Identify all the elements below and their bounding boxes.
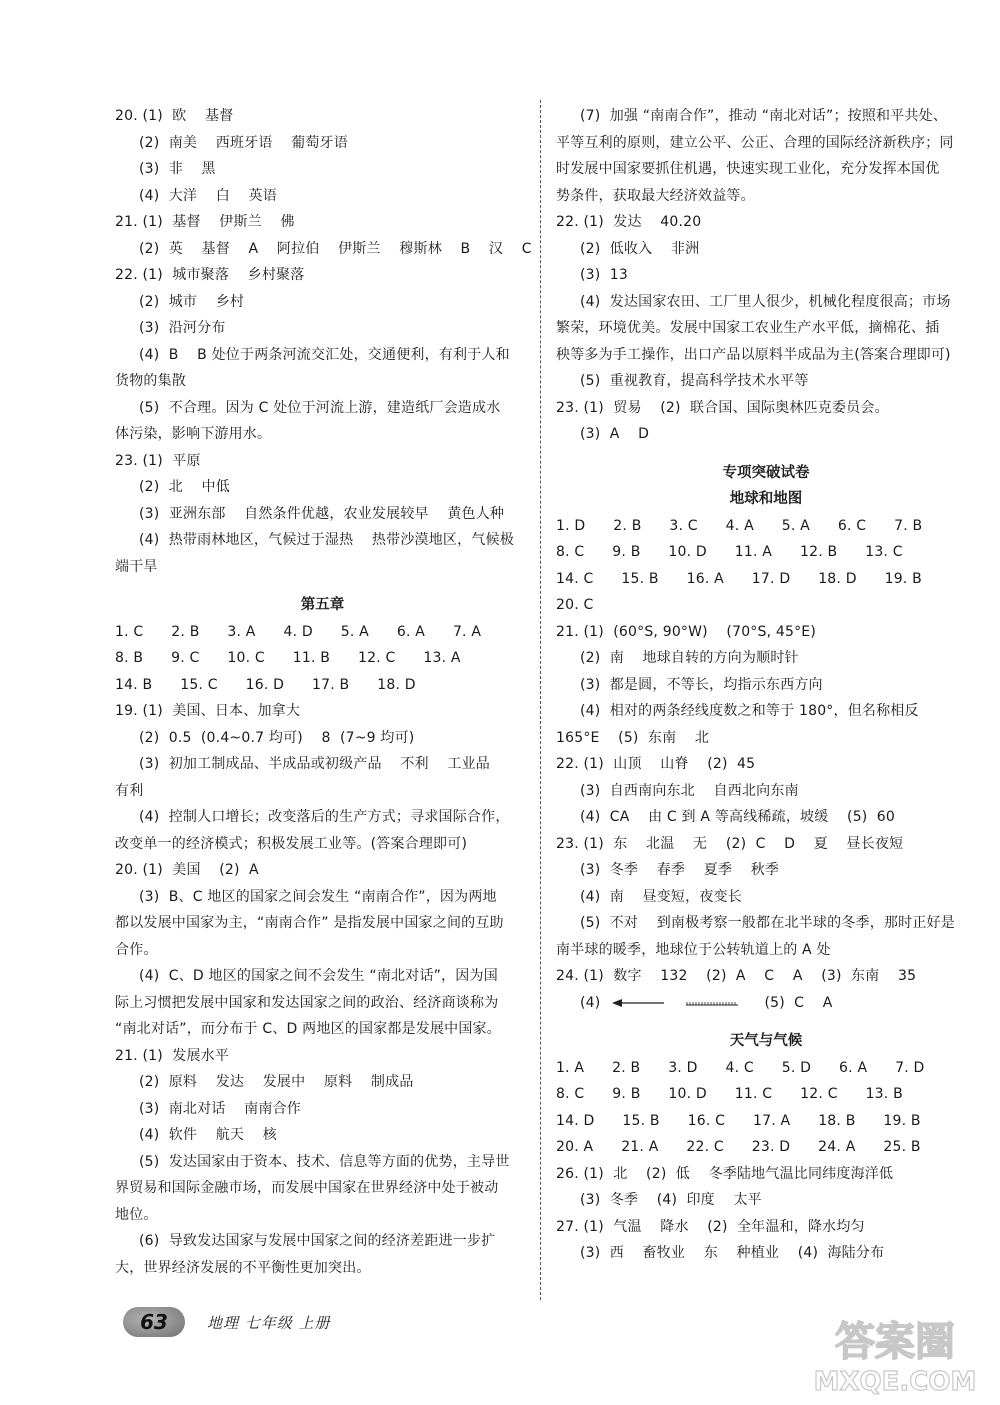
answer-line: 秧等多为手工操作，出口产品以原料半成品为主(答案合理即可) xyxy=(556,346,951,363)
answer-line: 繁荣，环境优美。发展中国家工农业生产水平低，摘棉花、插 xyxy=(556,320,940,336)
answer-line: 24. (1) 数字 132 (2) A C A (3) 东南 35 xyxy=(556,968,917,984)
answer-line: (2) 原料 发达 发展中 原料 制成品 xyxy=(139,1074,414,1090)
answer-line: (4) 控制人口增长；改变落后的生产方式；寻求国际合作， xyxy=(139,809,510,825)
answer-line: (2) 低收入 非洲 xyxy=(580,240,700,257)
answer-line: (4) C、D 地区的国家之间不会发生 “南北对话”，因为国 xyxy=(139,968,498,984)
answer-line: (5) 发达国家由于资本、技术、信息等方面的优势，主导世 xyxy=(139,1153,510,1170)
answer-line: 8. C 9. B 10. D 11. C 12. C 13. B xyxy=(556,1086,903,1102)
answer-line: 大，世界经济发展的不平衡性更加突出。 xyxy=(115,1259,371,1276)
answer-line: (3) A D xyxy=(580,426,650,442)
left-column xyxy=(115,103,530,1281)
answer-line: (2) 0.5 (0.4~0.7 均可) 8 (7~9 均可) xyxy=(139,729,415,746)
section-gap xyxy=(115,580,530,592)
answer-line: (4) CA 由 C 到 A 等高线稀疏，坡缓 (5) 60 xyxy=(580,809,895,825)
section-heading: 第五章 xyxy=(300,597,345,613)
answer-line: 165°E (5) 东南 北 xyxy=(556,729,710,746)
answer-line: 20. C xyxy=(556,597,594,613)
answer-line: 平等互利的原则，建立公平、公正、合理的国际经济新秩序；同 xyxy=(556,134,954,151)
answer-line: (3) 南北对话 南南合作 xyxy=(139,1100,301,1117)
answer-prefix: (4) xyxy=(580,994,601,1011)
answer-line: (4) 软件 航天 核 xyxy=(139,1127,277,1143)
answer-line: 23. (1) 平原 xyxy=(115,452,201,469)
answer-line: (3) 沿河分布 xyxy=(139,320,226,336)
answer-line: 19. (1) 美国、日本、加拿大 xyxy=(115,703,301,719)
answer-line: 势条件，获取最大经济效益等。 xyxy=(556,187,755,204)
answer-line: 23. (1) 贸易 (2) 联合国、国际奥林匹克委员会。 xyxy=(556,399,889,416)
answer-line: 22. (1) 城市聚落 乡村聚落 xyxy=(115,267,305,283)
answer-line: 地位。 xyxy=(115,1206,158,1223)
answer-line: 改变单一的经济模式；积极发展工业等。(答案合理即可) xyxy=(115,835,468,852)
answer-line: (4) 相对的两条经线度数之和等于 180°，但名称相反 xyxy=(580,703,919,719)
answer-line: (2) 英 基督 A 阿拉伯 伊斯兰 穆斯林 B 汉 C xyxy=(139,240,532,257)
answer-line-symbols xyxy=(556,990,976,1017)
answer-line: 27. (1) 气温 降水 (2) 全年温和，降水均匀 xyxy=(556,1218,865,1235)
answer-line: 都以发展中国家为主，“南南合作” 是指发展中国家之间的互助 xyxy=(115,915,504,931)
answer-line: 14. B 15. C 16. D 17. B 18. D xyxy=(115,676,416,693)
answer-line: 23. (1) 东 北温 无 (2) C D 夏 昼长夜短 xyxy=(556,835,904,852)
answer-line: 1. A 2. B 3. D 4. C 5. D 6. A 7. D xyxy=(556,1059,925,1076)
page-number: 63 xyxy=(140,1310,168,1334)
section-gap xyxy=(556,1016,976,1028)
answer-line: 8. B 9. C 10. C 11. B 12. C 13. A xyxy=(115,650,461,666)
answer-line: (2) 城市 乡村 xyxy=(139,293,245,310)
answer-line: (5) 不合理。因为 C 处位于河流上游，建造纸厂会造成水 xyxy=(139,399,501,416)
answer-line: 14. C 15. B 16. A 17. D 18. D 19. B xyxy=(556,570,922,587)
answer-line: (4) 南 昼变短，夜变长 xyxy=(580,888,742,905)
railway-symbol-icon xyxy=(686,997,738,1009)
answer-line: (6) 导致发达国家与发展中国家之间的经济差距进一步扩 xyxy=(139,1233,496,1249)
answer-line: 体污染，影响下游用水。 xyxy=(115,426,272,442)
answer-line: (5) 不对 到南极考察一般都在北半球的冬季，那时正好是 xyxy=(580,915,955,931)
answer-line: (2) 北 中低 xyxy=(139,479,230,495)
answer-line: (3) B、C 地区的国家之间会发生 “南南合作”，因为两地 xyxy=(139,888,497,905)
answer-line: 8. C 9. B 10. D 11. A 12. B 13. C xyxy=(556,544,903,560)
answer-line: (3) 冬季 (4) 印度 太平 xyxy=(580,1192,762,1208)
answer-suffix: (5) C A xyxy=(764,994,833,1011)
answer-line: (3) 西 畜牧业 东 种植业 (4) 海陆分布 xyxy=(580,1245,885,1261)
answer-line: (3) 非 黑 xyxy=(139,161,216,177)
answer-line: (3) 冬季 春季 夏季 秋季 xyxy=(580,862,780,878)
answer-line: 时发展中国家要抓住机遇，快速实现工业化，充分发挥本国优 xyxy=(556,161,940,177)
answer-line: 20. A 21. A 22. C 23. D 24. A 25. B xyxy=(556,1139,921,1155)
answer-line: (4) 发达国家农田、工厂里人很少，机械化程度很高；市场 xyxy=(580,293,951,310)
answer-line: (2) 南 地球自转的方向为顺时针 xyxy=(580,650,799,666)
right-column xyxy=(556,103,976,1267)
answer-line: 21. (1) (60°S, 90°W) (70°S, 45°E) xyxy=(556,623,817,640)
answer-line: 有利 xyxy=(115,782,144,799)
answer-line: 21. (1) 发展水平 xyxy=(115,1047,230,1064)
answer-line: 20. (1) 欧 基督 xyxy=(115,108,234,124)
answer-line: (4) 大洋 白 英语 xyxy=(139,187,277,204)
answer-line: (3) 自西南向东北 自西北向东南 xyxy=(580,782,799,799)
answer-line: 22. (1) 发达 40.20 xyxy=(556,214,702,230)
answer-line: 端干旱 xyxy=(115,558,158,575)
answer-line: 货物的集散 xyxy=(115,373,186,389)
column-divider xyxy=(540,100,541,1300)
answer-line: (3) 都是圆，不等长，均指示东西方向 xyxy=(580,676,823,693)
answer-line: “南北对话”，而分布于 C、D 两地区的国家都是发展中国家。 xyxy=(115,1021,501,1037)
section-gap xyxy=(556,448,976,460)
answer-line: 26. (1) 北 (2) 低 冬季陆地气温比同纬度海洋低 xyxy=(556,1165,894,1182)
answer-line: 1. C 2. B 3. A 4. D 5. A 6. A 7. A xyxy=(115,623,482,640)
answer-line: (4) B B 处位于两条河流交汇处，交通便利，有利于人和 xyxy=(139,346,510,363)
arrow-left-icon xyxy=(610,997,666,1009)
watermark-logo xyxy=(800,1310,990,1400)
section-heading: 地球和地图 xyxy=(729,491,803,507)
answer-line: (4) 热带雨林地区，气候过于湿热 热带沙漠地区，气候极 xyxy=(139,532,514,548)
answer-line: (2) 南美 西班牙语 葡萄牙语 xyxy=(139,134,348,151)
answer-line: (3) 13 xyxy=(580,267,628,283)
answer-line: 界贸易和国际金融市场，而发展中国家在世界经济中处于被动 xyxy=(115,1180,499,1196)
section-heading: 专项突破试卷 xyxy=(722,464,810,481)
page-number-badge xyxy=(123,1307,185,1337)
page-footer xyxy=(123,1305,331,1339)
answer-line: 21. (1) 基督 伊斯兰 佛 xyxy=(115,214,295,230)
answer-line: (3) 初加工制成品、半成品或初级产品 不利 工业品 xyxy=(139,756,490,772)
section-heading: 天气与气候 xyxy=(729,1033,803,1049)
answer-line: 20. (1) 美国 (2) A xyxy=(115,862,259,878)
answer-line: 14. D 15. B 16. C 17. A 18. B 19. B xyxy=(556,1112,921,1129)
book-title: 地理 七年级 上册 xyxy=(207,1313,331,1332)
answer-line: (7) 加强 “南南合作”，推动 “南北对话”；按照和平共处、 xyxy=(580,108,948,124)
answer-line: (3) 亚洲东部 自然条件优越，农业发展较早 黄色人种 xyxy=(139,505,505,522)
answer-line: 南半球的暖季，地球位于公转轨道上的 A 处 xyxy=(556,941,831,958)
watermark-text-main: 答案圈 xyxy=(835,1319,955,1365)
answer-line: 22. (1) 山顶 山脊 (2) 45 xyxy=(556,756,756,772)
answer-line: 合作。 xyxy=(115,941,158,958)
watermark-text-url: MXQE.COM xyxy=(813,1367,977,1397)
answer-line: (5) 重视教育，提高科学技术水平等 xyxy=(580,373,809,389)
answer-line: 1. D 2. B 3. C 4. A 5. A 6. C 7. B xyxy=(556,517,923,534)
answer-line: 际上习惯把发展中国家和发达国家之间的政治、经济商谈称为 xyxy=(115,994,499,1011)
